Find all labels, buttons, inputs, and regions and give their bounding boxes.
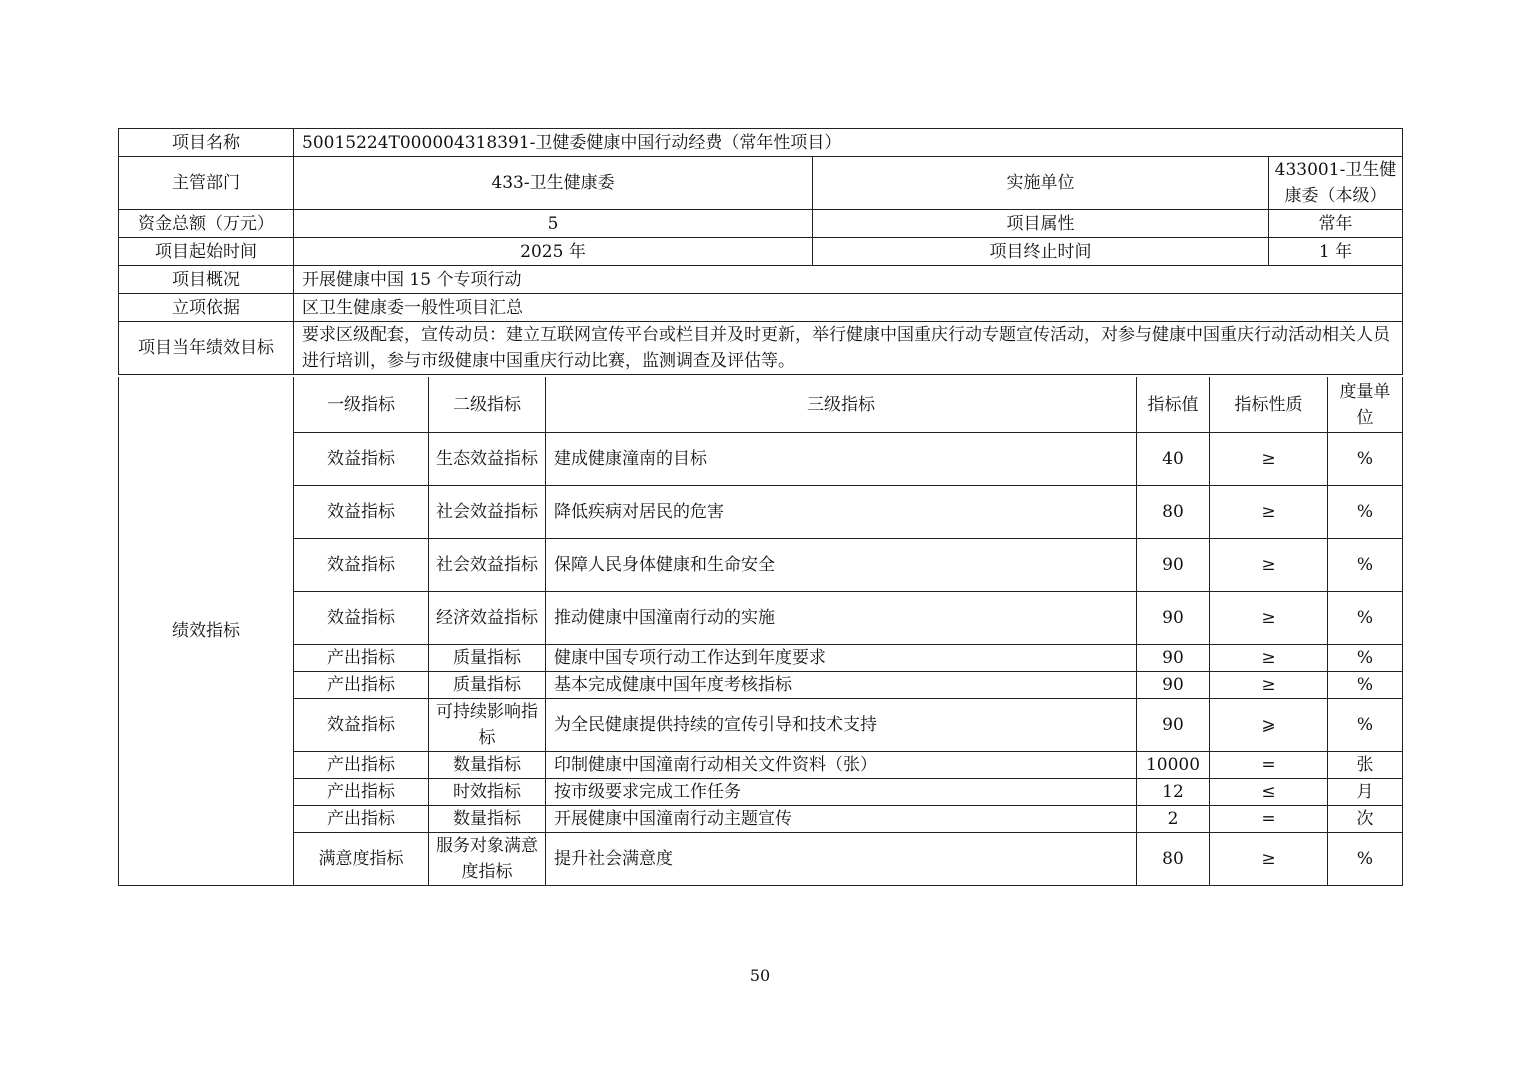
level2-cell: 可持续影响指标 bbox=[429, 699, 546, 752]
indicator-row bbox=[119, 645, 1403, 672]
project-info-table bbox=[118, 128, 1403, 375]
value-cell: 10000 bbox=[1137, 752, 1210, 779]
level3-cell: 按市级要求完成工作任务 bbox=[546, 779, 1137, 806]
unit-cell: % bbox=[1328, 592, 1403, 645]
level1-cell: 产出指标 bbox=[294, 672, 429, 699]
level1-cell: 产出指标 bbox=[294, 752, 429, 779]
project-name-label: 项目名称 bbox=[119, 129, 294, 157]
indicator-row bbox=[119, 752, 1403, 779]
level1-cell: 产出指标 bbox=[294, 806, 429, 833]
level3-cell: 开展健康中国潼南行动主题宣传 bbox=[546, 806, 1137, 833]
unit-cell: % bbox=[1328, 833, 1403, 886]
impl-value: 433001-卫生健康委（本级） bbox=[1269, 157, 1403, 210]
indicator-section-label: 绩效指标 bbox=[119, 377, 294, 886]
level1-cell: 满意度指标 bbox=[294, 833, 429, 886]
goal-label: 项目当年绩效目标 bbox=[119, 322, 294, 375]
level2-cell: 质量指标 bbox=[429, 672, 546, 699]
overview-value: 开展健康中国 15 个专项行动 bbox=[294, 266, 1403, 294]
value-cell: 80 bbox=[1137, 486, 1210, 539]
unit-cell: % bbox=[1328, 672, 1403, 699]
level2-cell: 时效指标 bbox=[429, 779, 546, 806]
attr-label: 项目属性 bbox=[813, 210, 1269, 238]
level2-cell: 数量指标 bbox=[429, 752, 546, 779]
level3-cell: 印制健康中国潼南行动相关文件资料（张） bbox=[546, 752, 1137, 779]
unit-cell: % bbox=[1328, 433, 1403, 486]
level1-cell: 产出指标 bbox=[294, 779, 429, 806]
header-unit: 度量单位 bbox=[1328, 377, 1403, 433]
indicator-row bbox=[119, 699, 1403, 752]
goal-value: 要求区级配套，宣传动员：建立互联网宣传平台或栏目并及时更新，举行健康中国重庆行动专题宣传活动，对参与健康中国重庆行动活动相关人员进行培训，参与市级健康中国重庆行动比赛，监测调查及评估等。 bbox=[294, 322, 1403, 375]
nature-cell: = bbox=[1210, 806, 1328, 833]
unit-cell: % bbox=[1328, 645, 1403, 672]
level2-cell: 生态效益指标 bbox=[429, 433, 546, 486]
level3-cell: 为全民健康提供持续的宣传引导和技术支持 bbox=[546, 699, 1137, 752]
level3-cell: 建成健康潼南的目标 bbox=[546, 433, 1137, 486]
indicator-row bbox=[119, 486, 1403, 539]
value-cell: 90 bbox=[1137, 672, 1210, 699]
header-value: 指标值 bbox=[1137, 377, 1210, 433]
header-level3: 三级指标 bbox=[546, 377, 1137, 433]
value-cell: 12 bbox=[1137, 779, 1210, 806]
level1-cell: 效益指标 bbox=[294, 486, 429, 539]
header-level2: 二级指标 bbox=[429, 377, 546, 433]
header-level1: 一级指标 bbox=[294, 377, 429, 433]
value-cell: 40 bbox=[1137, 433, 1210, 486]
nature-cell: ⩾ bbox=[1210, 699, 1328, 752]
basis-label: 立项依据 bbox=[119, 294, 294, 322]
nature-cell: = bbox=[1210, 752, 1328, 779]
unit-cell: % bbox=[1328, 539, 1403, 592]
unit-cell: % bbox=[1328, 486, 1403, 539]
header-nature: 指标性质 bbox=[1210, 377, 1328, 433]
fund-label: 资金总额（万元） bbox=[119, 210, 294, 238]
start-value: 2025 年 bbox=[294, 238, 813, 266]
indicator-row bbox=[119, 833, 1403, 886]
value-cell: 80 bbox=[1137, 833, 1210, 886]
indicator-table bbox=[118, 377, 1403, 886]
nature-cell: ≥ bbox=[1210, 645, 1328, 672]
indicator-header-row bbox=[119, 377, 1403, 433]
value-cell: 90 bbox=[1137, 592, 1210, 645]
unit-cell: 张 bbox=[1328, 752, 1403, 779]
end-label: 项目终止时间 bbox=[813, 238, 1269, 266]
nature-cell: ≥ bbox=[1210, 833, 1328, 886]
indicator-row bbox=[119, 779, 1403, 806]
start-label: 项目起始时间 bbox=[119, 238, 294, 266]
nature-cell: ≤ bbox=[1210, 779, 1328, 806]
level3-cell: 健康中国专项行动工作达到年度要求 bbox=[546, 645, 1137, 672]
dept-value: 433-卫生健康委 bbox=[294, 157, 813, 210]
dept-label: 主管部门 bbox=[119, 157, 294, 210]
page-number: 50 bbox=[749, 966, 771, 985]
value-cell: 90 bbox=[1137, 539, 1210, 592]
value-cell: 90 bbox=[1137, 699, 1210, 752]
nature-cell: ≥ bbox=[1210, 592, 1328, 645]
nature-cell: ≥ bbox=[1210, 539, 1328, 592]
value-cell: 2 bbox=[1137, 806, 1210, 833]
unit-cell: 月 bbox=[1328, 779, 1403, 806]
impl-label: 实施单位 bbox=[813, 157, 1269, 210]
indicator-row bbox=[119, 592, 1403, 645]
end-value: 1 年 bbox=[1269, 238, 1403, 266]
indicator-table-body bbox=[119, 377, 1403, 886]
level2-cell: 质量指标 bbox=[429, 645, 546, 672]
level2-cell: 服务对象满意度指标 bbox=[429, 833, 546, 886]
level3-cell: 基本完成健康中国年度考核指标 bbox=[546, 672, 1137, 699]
level1-cell: 效益指标 bbox=[294, 539, 429, 592]
level1-cell: 效益指标 bbox=[294, 699, 429, 752]
level2-cell: 社会效益指标 bbox=[429, 486, 546, 539]
nature-cell: ≥ bbox=[1210, 672, 1328, 699]
level2-cell: 数量指标 bbox=[429, 806, 546, 833]
level1-cell: 效益指标 bbox=[294, 433, 429, 486]
level3-cell: 降低疾病对居民的危害 bbox=[546, 486, 1137, 539]
level3-cell: 提升社会满意度 bbox=[546, 833, 1137, 886]
indicator-row bbox=[119, 539, 1403, 592]
attr-value: 常年 bbox=[1269, 210, 1403, 238]
level3-cell: 推动健康中国潼南行动的实施 bbox=[546, 592, 1137, 645]
indicator-row bbox=[119, 433, 1403, 486]
nature-cell: ≥ bbox=[1210, 486, 1328, 539]
value-cell: 90 bbox=[1137, 645, 1210, 672]
indicator-row bbox=[119, 672, 1403, 699]
fund-value: 5 bbox=[294, 210, 813, 238]
level1-cell: 产出指标 bbox=[294, 645, 429, 672]
level2-cell: 经济效益指标 bbox=[429, 592, 546, 645]
level2-cell: 社会效益指标 bbox=[429, 539, 546, 592]
unit-cell: 次 bbox=[1328, 806, 1403, 833]
level1-cell: 效益指标 bbox=[294, 592, 429, 645]
level3-cell: 保障人民身体健康和生命安全 bbox=[546, 539, 1137, 592]
project-name-value: 50015224T000004318391-卫健委健康中国行动经费（常年性项目） bbox=[294, 129, 1403, 157]
basis-value: 区卫生健康委一般性项目汇总 bbox=[294, 294, 1403, 322]
overview-label: 项目概况 bbox=[119, 266, 294, 294]
indicator-row bbox=[119, 806, 1403, 833]
nature-cell: ≥ bbox=[1210, 433, 1328, 486]
unit-cell: % bbox=[1328, 699, 1403, 752]
